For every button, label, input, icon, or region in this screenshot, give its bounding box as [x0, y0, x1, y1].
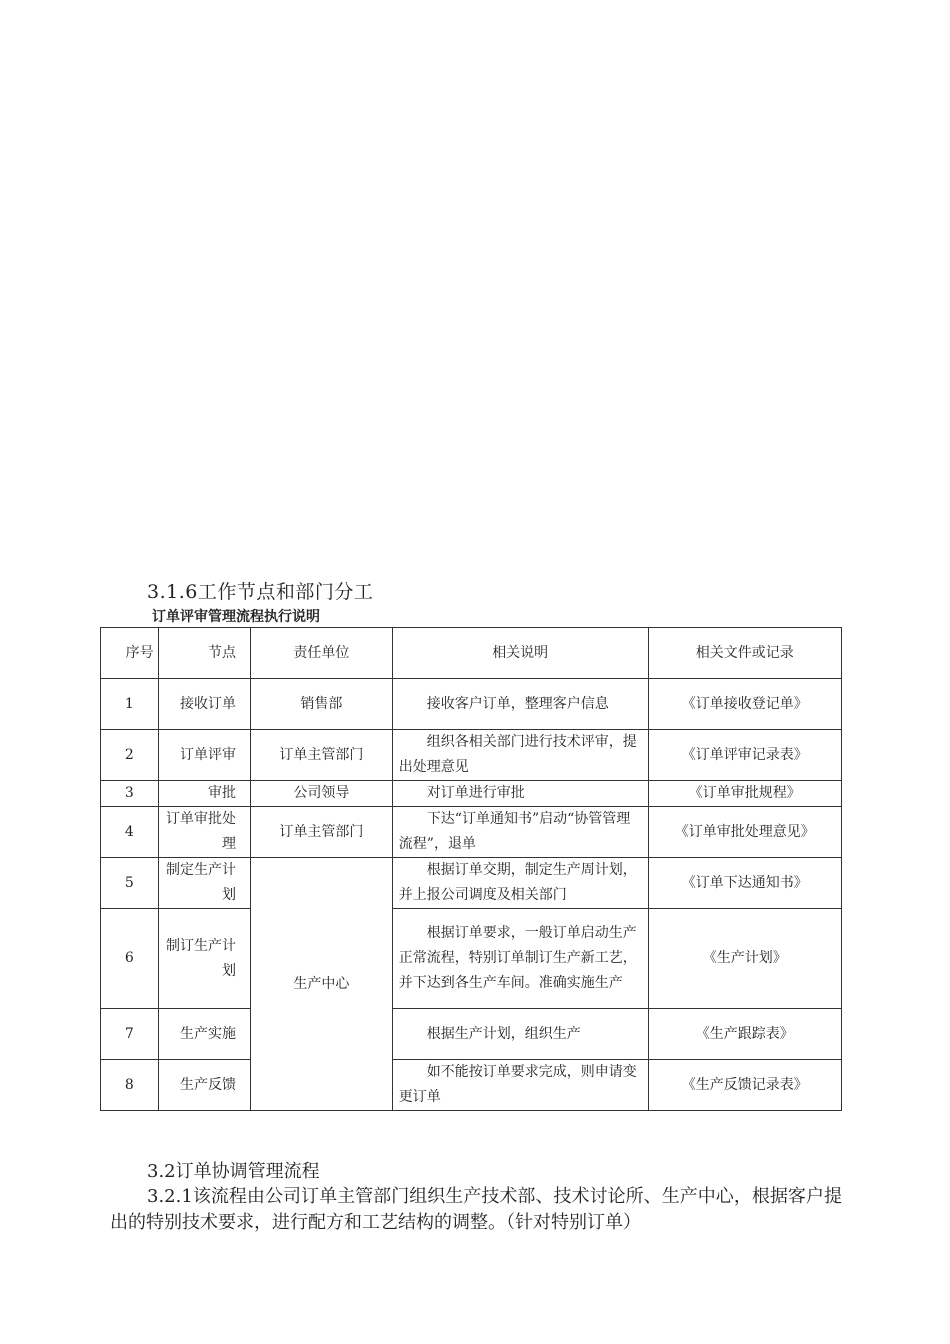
row-doc: 《订单接收登记单》 [648, 679, 841, 730]
row-dept: 订单主管部门 [251, 730, 393, 781]
row-desc: 下达“订单通知书”启动“协管管理流程”，退单 [392, 807, 648, 858]
row-seq: 2 [101, 730, 159, 781]
row-dept: 公司领导 [251, 781, 393, 807]
row-seq: 3 [101, 781, 159, 807]
row-node: 生产实施 [158, 1009, 250, 1060]
row-node: 生产反馈 [158, 1060, 250, 1111]
row-node: 审批 [158, 781, 250, 807]
table-row [101, 807, 842, 858]
table-row [101, 679, 842, 730]
row-desc: 如不能按订单要求完成，则申请变更订单 [392, 1060, 648, 1111]
row-desc: 接收客户订单，整理客户信息 [392, 679, 648, 730]
row-dept: 订单主管部门 [251, 807, 393, 858]
row-desc: 根据生产计划，组织生产 [392, 1009, 648, 1060]
table-row [101, 730, 842, 781]
row-node: 接收订单 [158, 679, 250, 730]
row-node: 订单评审 [158, 730, 250, 781]
row-dept: 销售部 [251, 679, 393, 730]
row-desc: 根据订单交期，制定生产周计划，并上报公司调度及相关部门 [392, 858, 648, 909]
row-seq: 5 [101, 858, 159, 909]
row-seq: 7 [101, 1009, 159, 1060]
row-seq: 6 [101, 909, 159, 1009]
table-row [101, 909, 842, 1009]
header-seq: 序号 [101, 628, 159, 679]
header-doc: 相关文件或记录 [648, 628, 841, 679]
section-heading: 3.1.6工作节点和部门分工 [147, 581, 374, 603]
table-row [101, 781, 842, 807]
subsection-heading: 3.2订单协调管理流程 [147, 1161, 320, 1182]
row-doc: 《订单审批规程》 [648, 781, 841, 807]
table-row [101, 1060, 842, 1111]
row-node: 制定生产计划 [158, 858, 250, 909]
body-paragraph: 3.2.1该流程由公司订单主管部门组织生产技术部、技术讨论所、生产中心，根据客户提出的特别技术要求，进行配方和工艺结构的调整。（针对特别订单） [110, 1186, 842, 1233]
row-doc: 《订单评审记录表》 [648, 730, 841, 781]
row-node: 订单审批处理 [158, 807, 250, 858]
row-doc: 《订单审批处理意见》 [648, 807, 841, 858]
row-doc: 《生产计划》 [648, 909, 841, 1009]
header-node: 节点 [158, 628, 250, 679]
row-seq: 4 [101, 807, 159, 858]
table-title: 订单评审管理流程执行说明 [152, 609, 320, 625]
row-desc: 组织各相关部门进行技术评审，提出处理意见 [392, 730, 648, 781]
header-desc: 相关说明 [392, 628, 648, 679]
table-row [101, 1009, 842, 1060]
table-header-row [101, 628, 842, 679]
header-dept: 责任单位 [251, 628, 393, 679]
workflow-table [100, 627, 842, 1111]
row-seq: 8 [101, 1060, 159, 1111]
row-desc: 对订单进行审批 [392, 781, 648, 807]
row-doc: 《订单下达通知书》 [648, 858, 841, 909]
row-doc: 《生产反馈记录表》 [648, 1060, 841, 1111]
row-doc: 《生产跟踪表》 [648, 1009, 841, 1060]
row-dept-merged: 生产中心 [251, 858, 393, 1111]
row-desc: 根据订单要求，一般订单启动生产正常流程，特别订单制订生产新工艺，并下达到各生产车间。准确实施生产 [392, 909, 648, 1009]
row-seq: 1 [101, 679, 159, 730]
row-node: 制订生产计划 [158, 909, 250, 1009]
table-row [101, 858, 842, 909]
